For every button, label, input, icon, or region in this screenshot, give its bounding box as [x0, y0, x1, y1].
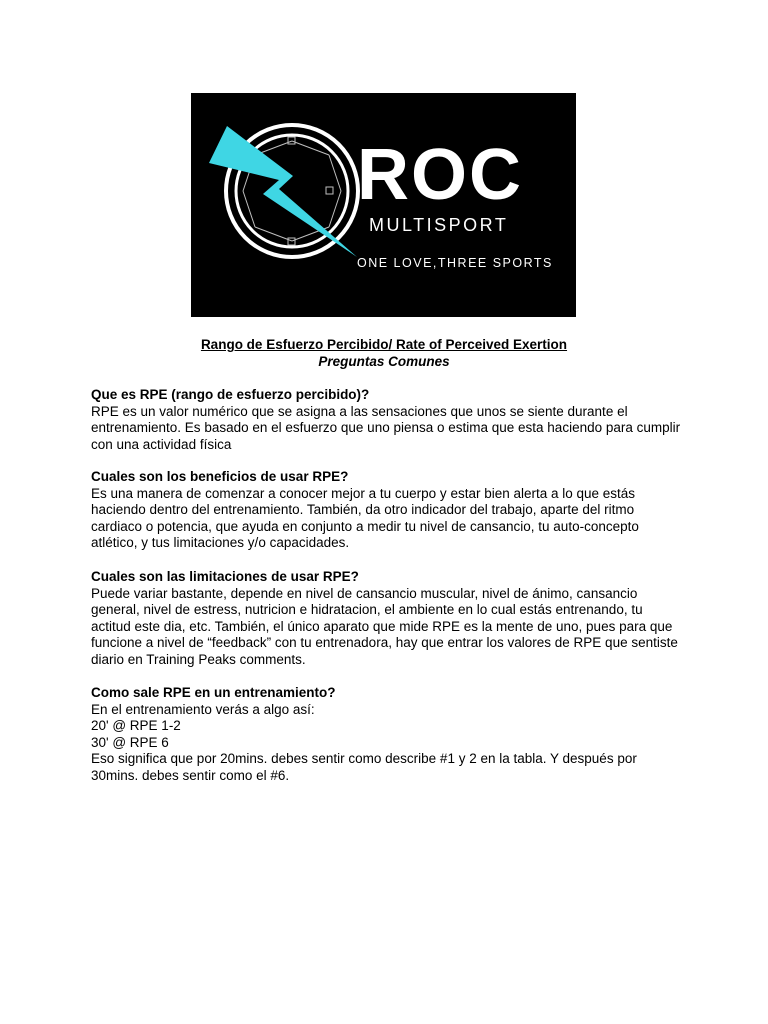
faq-answer: RPE es un valor numérico que se asigna a las sensaciones que unos se siente durante el entrenamiento. Es basado en el esfuerzo que uno piensa o estima que esta haciendo para cumplir con una actividad física — [91, 403, 681, 452]
logo-tagline: ONE LOVE,THREE SPORTS — [357, 256, 553, 270]
logo-subtitle: MULTISPORT — [369, 215, 509, 235]
document-title: Rango de Esfuerzo Percibido/ Rate of Perceived Exertion — [200, 337, 568, 352]
faq-question: Como sale RPE en un entrenamiento? — [91, 685, 336, 700]
logo-title: ROC — [357, 135, 523, 215]
faq-question: Cuales son las limitaciones de usar RPE? — [91, 569, 359, 584]
faq-section-what-is-rpe — [91, 387, 681, 453]
faq-section-limitations — [91, 569, 681, 668]
faq-section-in-training — [91, 685, 681, 784]
faq-example-line: 20' @ RPE 1-2 — [91, 718, 181, 733]
faq-answer: Puede variar bastante, depende en nivel de cansancio muscular, nivel de ánimo, cansancio general, nivel de estress, nutricion e hidratacion, el ambiente en lo cual estás entrenando, tu actitud este dia, etc. También, el único aparato que mide RPE es la mente de uno, pues para que funcione a nivel de “feedback” con tu entrenadora, hay que entrar los valores de RPE que sentiste diario en Training Peaks comments. — [91, 585, 678, 667]
faq-answer: Es una manera de comenzar a conocer mejor a tu cuerpo y estar bien alerta a lo que estás haciendo dentro del entrenamiento. También, da otro indicador del trabajo, aparte del ritmo cardiaco o potencia, que ayuda en conjunto a medir tu nivel de cansancio, tu auto-concepto atlético, y tus limitaciones y/o capacidades. — [91, 485, 639, 550]
faq-answer: Eso significa que por 20mins. debes sentir como describe #1 y 2 en la tabla. Y después por 30mins. debes sentir como el #6. — [91, 751, 637, 783]
faq-question: Cuales son los beneficios de usar RPE? — [91, 469, 349, 484]
faq-question: Que es RPE (rango de esfuerzo percibido)? — [91, 387, 370, 402]
faq-section-benefits — [91, 469, 681, 552]
document-subtitle: Preguntas Comunes — [318, 354, 450, 369]
roc-multisport-logo — [191, 93, 576, 317]
faq-answer-line: En el entrenamiento verás a algo así: — [91, 701, 315, 717]
faq-example-line: 30' @ RPE 6 — [91, 734, 169, 750]
